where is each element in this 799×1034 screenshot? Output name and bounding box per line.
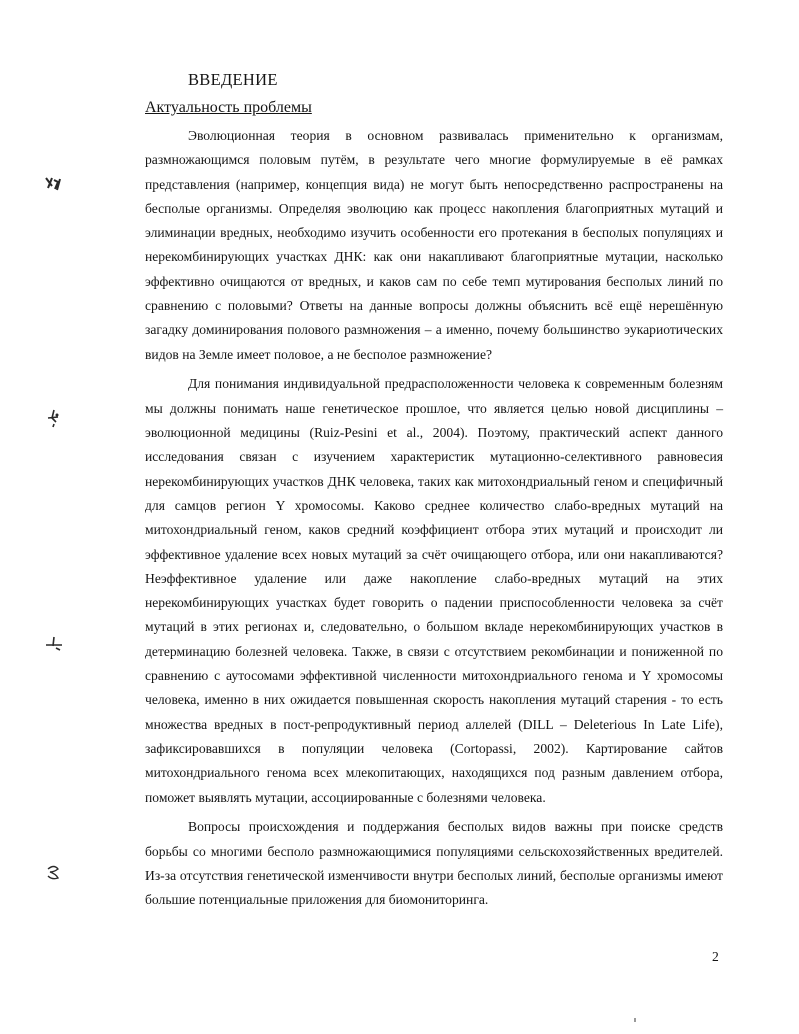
- binding-mark-icon: [42, 860, 66, 884]
- page-number: 2: [712, 949, 719, 964]
- page-heading: ВВЕДЕНИЕ: [188, 70, 278, 89]
- paragraph-1: Эволюционная теория в основном развивалась применительно к организмам, размножающимся половым путём, в результате чего многие формулируемые в её рамках представления (например, концепция вида) не могут быть непосредственно распространены на бесполые организмы. Определяя эволюцию как процесс накопления благоприятных мутаций и элиминации вредных, необходимо изучить особенности его протекания в бесполых популяциях и нерекомбинирующих участках ДНК: как они накапливают благоприятные мутации, насколько эффективно очищаются от вредных, и каков сам по себе темп мутирования бесполых линий по сравнению с половыми? Ответы на данные вопросы должны объяснить всё ещё нерешённую загадку доминирования полового размножения – а именно, почему большинство эукариотических видов на Земле имеет половое, а не бесполое размножение?: [145, 128, 723, 362]
- paragraph-2: Для понимания индивидуальной предрасположенности человека к современным болезням мы должны понимать наше генетическое прошлое, что является целью новой дисциплины – эволюционной медицины (Ruiz-Pesini et al., 2004). Поэтому, практический аспект данного исследования связан с изучением характеристик мутационно-селективного равновесия нерекомбинирующих участков ДНК человека, таких как митохондриальный геном и специфичный для самцов регион Y хромосомы. Каково среднее количество слабо-вредных мутаций на митохондриальный геном, каков средний коэффициент отбора этих мутаций и происходит ли эффективное удаление всех новых мутаций за счёт очищающего отбора, или они накапливаются? Неэффективное удаление или даже накопление слабо-вредных мутаций на этих нерекомбинирующих участках будет говорить о падении приспособленности человека за счёт мутаций в этих регионах и, следовательно, о большом вкладе нерекомбинирующих участков в детерминацию болезней человека. Также, в связи с отсутствием рекомбинации и пониженной по сравнению с аутосомами эффективной численности митохондриального генома и Y хромосомы человека, именно в них ожидается повышенная скорость накопления мутаций старения - то есть множества вредных в пост-репродуктивный период аллелей (DILL – Deleterious In Late Life), зафиксировавшихся в популяции человека (Cortopassi, 2002). Картирование сайтов митохондриального генома всех млекопитающих, находящихся под разным давлением отбора, поможет выявлять мутации, ассоциированные с болезнями человека.: [145, 376, 723, 805]
- section-subheading: Актуальность проблемы: [145, 99, 312, 116]
- binding-mark-icon: [42, 406, 66, 430]
- paragraph-3: Вопросы происхождения и поддержания бесполых видов важны при поиске средств борьбы со многими бесполо размножающимися популяциями сельскохозяйственных вредителей. Из-за отсутствия генетической изменчивости внутри бесполых линий, бесполые организмы имеют большие потенциальные приложения для биомониторинга.: [145, 819, 723, 908]
- scan-speck: [634, 1018, 636, 1022]
- binding-mark-icon: [42, 172, 66, 196]
- binding-mark-icon: [42, 632, 66, 656]
- body-text: [145, 124, 723, 913]
